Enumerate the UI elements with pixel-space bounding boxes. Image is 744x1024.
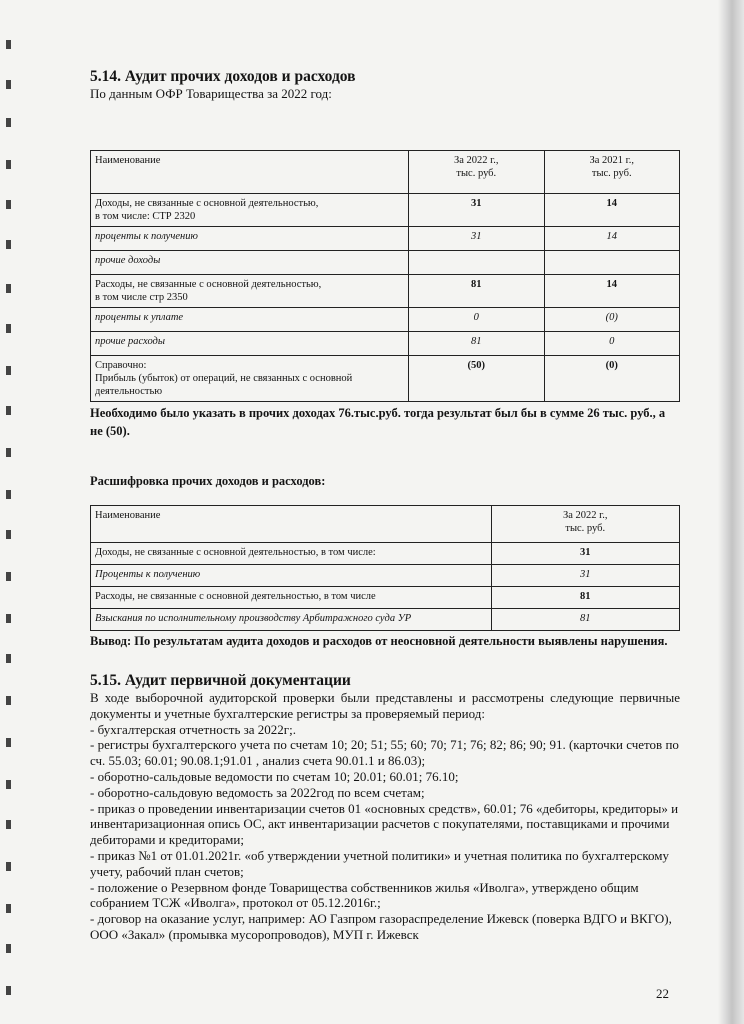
row-value-2022: 81 xyxy=(491,609,679,631)
page-number: 22 xyxy=(656,986,669,1001)
table-header-row xyxy=(91,151,680,194)
row-value-2021: 0 xyxy=(544,332,679,356)
row-name: Проценты к получению xyxy=(91,565,492,587)
header-name: Наименование xyxy=(91,151,409,194)
row-name: Доходы, не связанные с основной деятельностью, в том числе: СТР 2320 xyxy=(91,194,409,227)
row-value-2022: 81 xyxy=(409,332,544,356)
page-edge-shadow xyxy=(718,0,744,1024)
table-row xyxy=(91,356,680,402)
table-row xyxy=(91,308,680,332)
table-row xyxy=(91,609,680,631)
section-514-subtitle: По данным ОФР Товарищества за 2022 год: xyxy=(90,86,332,101)
row-value-2022: 31 xyxy=(491,565,679,587)
table-row xyxy=(91,565,680,587)
table-row xyxy=(91,543,680,565)
conclusion-text: Вывод: По результатам аудита доходов и расходов от неосновной деятельности выявлены нарушения. xyxy=(90,634,668,648)
row-value-2022: (50) xyxy=(409,356,544,402)
header-2022: За 2022 г., тыс. руб. xyxy=(409,151,544,194)
row-name: Взыскания по исполнительному производству Арбитражного суда УР xyxy=(91,609,492,631)
table-row xyxy=(91,275,680,308)
section-515 xyxy=(90,672,680,943)
row-value-2021: 14 xyxy=(544,227,679,251)
page-content xyxy=(90,68,680,943)
row-value-2021: 14 xyxy=(544,194,679,227)
section-515-intro: В ходе выборочной аудиторской проверки были представлены и рассмотрены следующие первичные документы и учетные бухгалтерские регистры за проверяемый период: xyxy=(90,690,680,721)
row-value-2021: 14 xyxy=(544,275,679,308)
row-value-2022: 31 xyxy=(409,227,544,251)
table-row xyxy=(91,194,680,227)
header-2022: За 2022 г., тыс. руб. xyxy=(491,506,679,543)
list-item: - договор на оказание услуг, например: АО Газпром газораспределение Ижевск (поверка ВДГО и ВКГО), ООО «Закал» (промывка мусоропроводов), МУП г. Ижевск xyxy=(90,911,672,942)
list-item: - регистры бухгалтерского учета по счетам 10; 20; 51; 55; 60; 70; 71; 76; 82; 86; 90; 91. (карточки счетов по сч. 55.03; 60.01; 90.08.1;91.01 , анализ счета 90.01.1 и 86.03); xyxy=(90,737,679,769)
row-value-2022: 31 xyxy=(409,194,544,227)
row-name: проценты к получению xyxy=(91,227,409,251)
row-name: Расходы, не связанные с основной деятельностью, в том числе стр 2350 xyxy=(91,275,409,308)
list-item: - бухгалтерская отчетность за 2022г;. xyxy=(90,721,297,737)
row-value-2021: (0) xyxy=(544,356,679,402)
list-item: - приказ о проведении инвентаризации счетов 01 «основных средств», 60.01; 76 «дебиторы, кредиторы» и инвентаризационная опись ОС, акт инвентаризации расчетов с покупателями, поставщиками и прочими дебиторами и кредиторами; xyxy=(90,800,679,848)
row-value-2021 xyxy=(544,251,679,275)
list-item: - оборотно-сальдовые ведомости по счетам 10; 20.01; 60.01; 76.10; xyxy=(90,768,459,784)
list-item: - оборотно-сальдовую ведомость за 2022год по всем счетам; xyxy=(90,784,425,800)
header-2021: За 2021 г., тыс. руб. xyxy=(544,151,679,194)
row-value-2022: 0 xyxy=(409,308,544,332)
table-row xyxy=(91,251,680,275)
table-row xyxy=(91,587,680,609)
row-value-2022: 81 xyxy=(409,275,544,308)
income-expense-table xyxy=(90,150,680,402)
table-row xyxy=(91,227,680,251)
section-515-body xyxy=(90,690,680,943)
row-value-2021: (0) xyxy=(544,308,679,332)
section-514-title: 5.14. Аудит прочих доходов и расходов xyxy=(90,68,356,85)
breakdown-title: Расшифровка прочих доходов и расходов: xyxy=(90,474,326,488)
row-name: Справочно: Прибыль (убыток) от операций, не связанных с основной деятельностью xyxy=(91,356,409,402)
row-value-2022 xyxy=(409,251,544,275)
row-name: Доходы, не связанные с основной деятельностью, в том числе: xyxy=(91,543,492,565)
row-name: прочие доходы xyxy=(91,251,409,275)
section-515-title: 5.15. Аудит первичной документации xyxy=(90,672,351,689)
list-item: - положение о Резервном фонде Товарищества собственников жилья «Иволга», утверждено общим собранием ТСЖ «Иволга», протокол от 05.12.2016г.; xyxy=(90,879,639,911)
row-name: прочие расходы xyxy=(91,332,409,356)
table-header-row xyxy=(91,506,680,543)
binding-marks xyxy=(4,40,18,1000)
auditor-note: Необходимо было указать в прочих доходах 76.тыс.руб. тогда результат был бы в сумме 26 тыс. руб., а не (50). xyxy=(90,406,666,438)
row-value-2022: 31 xyxy=(491,543,679,565)
row-name: проценты к уплате xyxy=(91,308,409,332)
row-value-2022: 81 xyxy=(491,587,679,609)
table-row xyxy=(91,332,680,356)
header-name: Наименование xyxy=(91,506,492,543)
row-name: Расходы, не связанные с основной деятельностью, в том числе xyxy=(91,587,492,609)
breakdown-table xyxy=(90,505,680,631)
list-item: - приказ №1 от 01.01.2021г. «об утверждении учетной политики» и учетная политика по бухгалтерскому учету, рабочий план счетов; xyxy=(90,847,670,879)
